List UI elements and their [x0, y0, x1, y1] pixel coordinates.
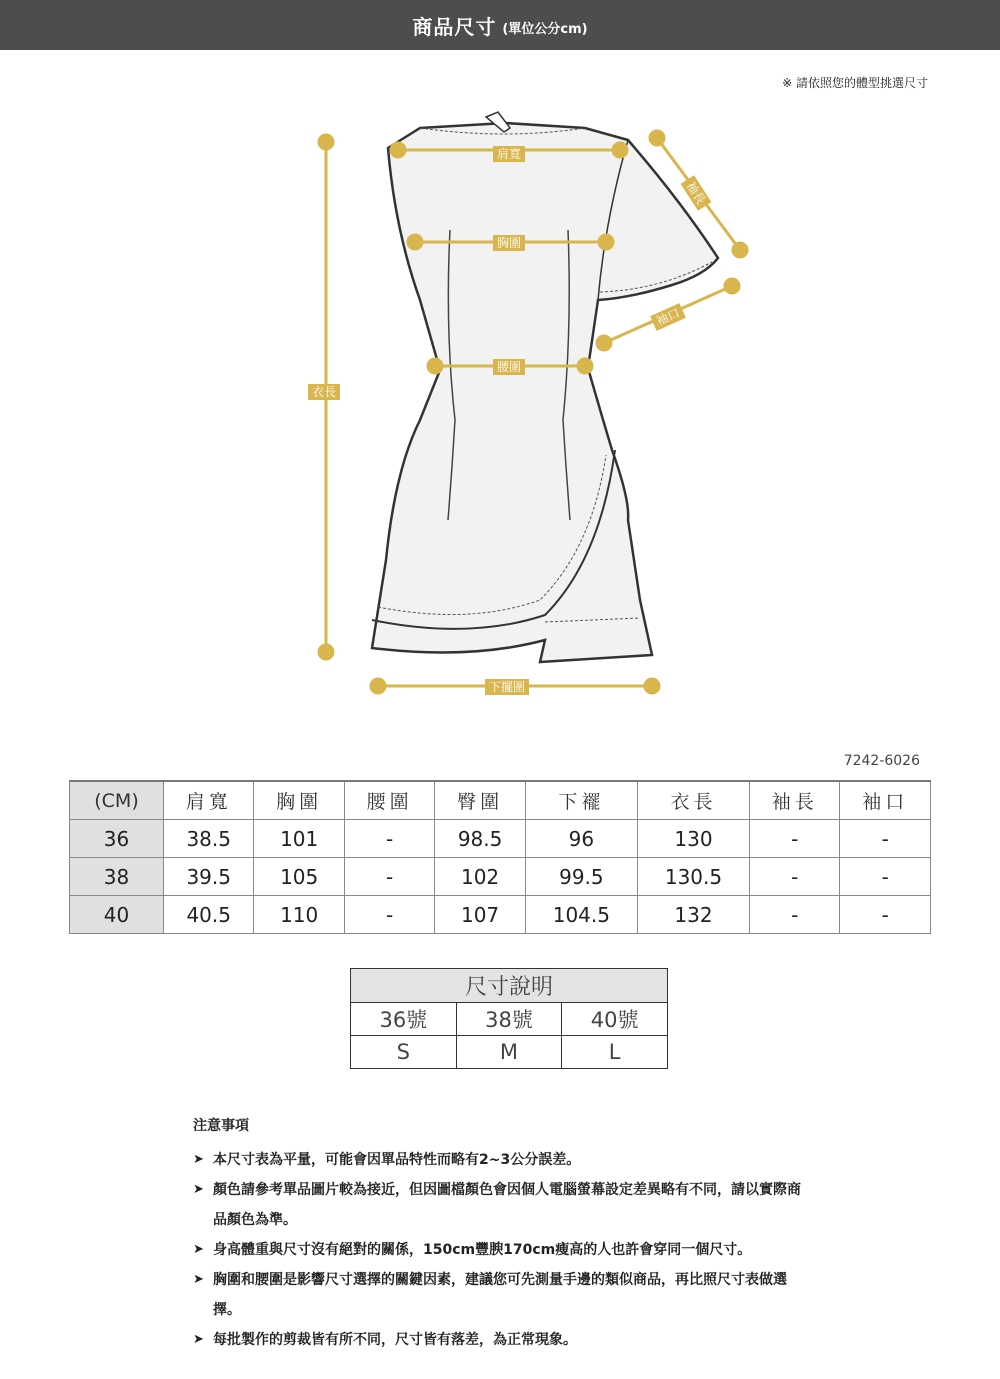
- conversion-title: 尺寸說明: [351, 969, 668, 1003]
- size-cell: 38: [70, 858, 164, 896]
- letter-size: M: [456, 1036, 562, 1069]
- arrow-icon: ➤: [193, 1272, 204, 1287]
- size-table: [69, 780, 931, 934]
- header-cell: 袖長: [750, 781, 840, 820]
- value-cell: -: [750, 820, 840, 858]
- table-row: [351, 1003, 668, 1036]
- dress-outline: [372, 123, 718, 662]
- value-cell: 104.5: [525, 896, 637, 934]
- header-subtitle: (單位公分cm): [502, 21, 588, 37]
- value-cell: 105: [254, 858, 344, 896]
- header-cell: 腰圍: [344, 781, 434, 820]
- value-cell: 130: [637, 820, 749, 858]
- header-cell: 袖口: [840, 781, 931, 820]
- value-cell: 102: [435, 858, 525, 896]
- value-cell: 38.5: [164, 820, 254, 858]
- value-cell: 107: [435, 896, 525, 934]
- notes-title: 注意事項: [193, 1118, 249, 1134]
- table-row: [351, 1036, 668, 1069]
- label-sleeve-length: 袖長: [681, 175, 712, 211]
- list-item: [193, 1325, 803, 1355]
- value-cell: 98.5: [435, 820, 525, 858]
- table-row: [70, 896, 931, 934]
- size-conversion-table: [350, 968, 668, 1069]
- header-cell: 下襬: [525, 781, 637, 820]
- value-cell: 40.5: [164, 896, 254, 934]
- value-cell: 96: [525, 820, 637, 858]
- note-text: 顏色請參考單品圖片較為接近，但因圖檔顏色會因個人電腦螢幕設定差異略有不同，請以實際商品顏色為準。: [213, 1182, 801, 1228]
- value-cell: -: [840, 896, 931, 934]
- header-cell: (CM): [70, 781, 164, 820]
- numeric-size: 38號: [456, 1003, 562, 1036]
- value-cell: 110: [254, 896, 344, 934]
- value-cell: -: [840, 858, 931, 896]
- arrow-icon: ➤: [193, 1242, 204, 1257]
- notes-section: [193, 1115, 803, 1355]
- label-shoulder: 肩寬: [493, 146, 525, 162]
- list-item: [193, 1175, 803, 1235]
- value-cell: -: [344, 820, 434, 858]
- value-cell: 39.5: [164, 858, 254, 896]
- size-table-header: [70, 781, 931, 820]
- value-cell: -: [344, 858, 434, 896]
- arrow-icon: ➤: [193, 1332, 204, 1347]
- list-item: [193, 1145, 803, 1175]
- value-cell: 130.5: [637, 858, 749, 896]
- label-waist: 腰圍: [493, 359, 525, 375]
- numeric-size: 40號: [562, 1003, 668, 1036]
- label-length: 衣長: [308, 384, 340, 400]
- header-cell: 衣長: [637, 781, 749, 820]
- selection-note: ※ 請依照您的體型挑選尺寸: [782, 76, 928, 90]
- value-cell: 132: [637, 896, 749, 934]
- arrow-icon: ➤: [193, 1182, 204, 1197]
- header-cell: 胸圍: [254, 781, 344, 820]
- letter-size: S: [351, 1036, 457, 1069]
- numeric-size: 36號: [351, 1003, 457, 1036]
- label-hem: 下擺圍: [485, 679, 529, 695]
- value-cell: -: [344, 896, 434, 934]
- table-row: [70, 858, 931, 896]
- header-cell: 肩寬: [164, 781, 254, 820]
- note-text: 每批製作的剪裁皆有所不同，尺寸皆有落差，為正常現象。: [213, 1332, 577, 1348]
- arrow-icon: ➤: [193, 1152, 204, 1167]
- header-title: 商品尺寸: [412, 14, 497, 39]
- note-text: 本尺寸表為平量，可能會因單品特性而略有2~3公分誤差。: [213, 1152, 581, 1168]
- value-cell: 101: [254, 820, 344, 858]
- list-item: [193, 1265, 803, 1325]
- size-cell: 36: [70, 820, 164, 858]
- value-cell: -: [840, 820, 931, 858]
- letter-size: L: [562, 1036, 668, 1069]
- note-text: 身高體重與尺寸沒有絕對的關係，150cm豐腴170cm瘦高的人也許會穿同一個尺寸。: [213, 1242, 752, 1258]
- label-chest: 胸圍: [493, 235, 525, 251]
- value-cell: -: [750, 896, 840, 934]
- list-item: [193, 1235, 803, 1265]
- label-cuff: 袖口: [650, 303, 686, 331]
- product-code: 7242-6026: [843, 753, 920, 769]
- size-cell: 40: [70, 896, 164, 934]
- value-cell: -: [750, 858, 840, 896]
- page-header: [0, 0, 1000, 50]
- note-text: 胸圍和腰圍是影響尺寸選擇的關鍵因素，建議您可先測量手邊的類似商品，再比照尺寸表做選擇。: [213, 1272, 787, 1318]
- value-cell: 99.5: [525, 858, 637, 896]
- table-row: [70, 820, 931, 858]
- header-cell: 臀圍: [435, 781, 525, 820]
